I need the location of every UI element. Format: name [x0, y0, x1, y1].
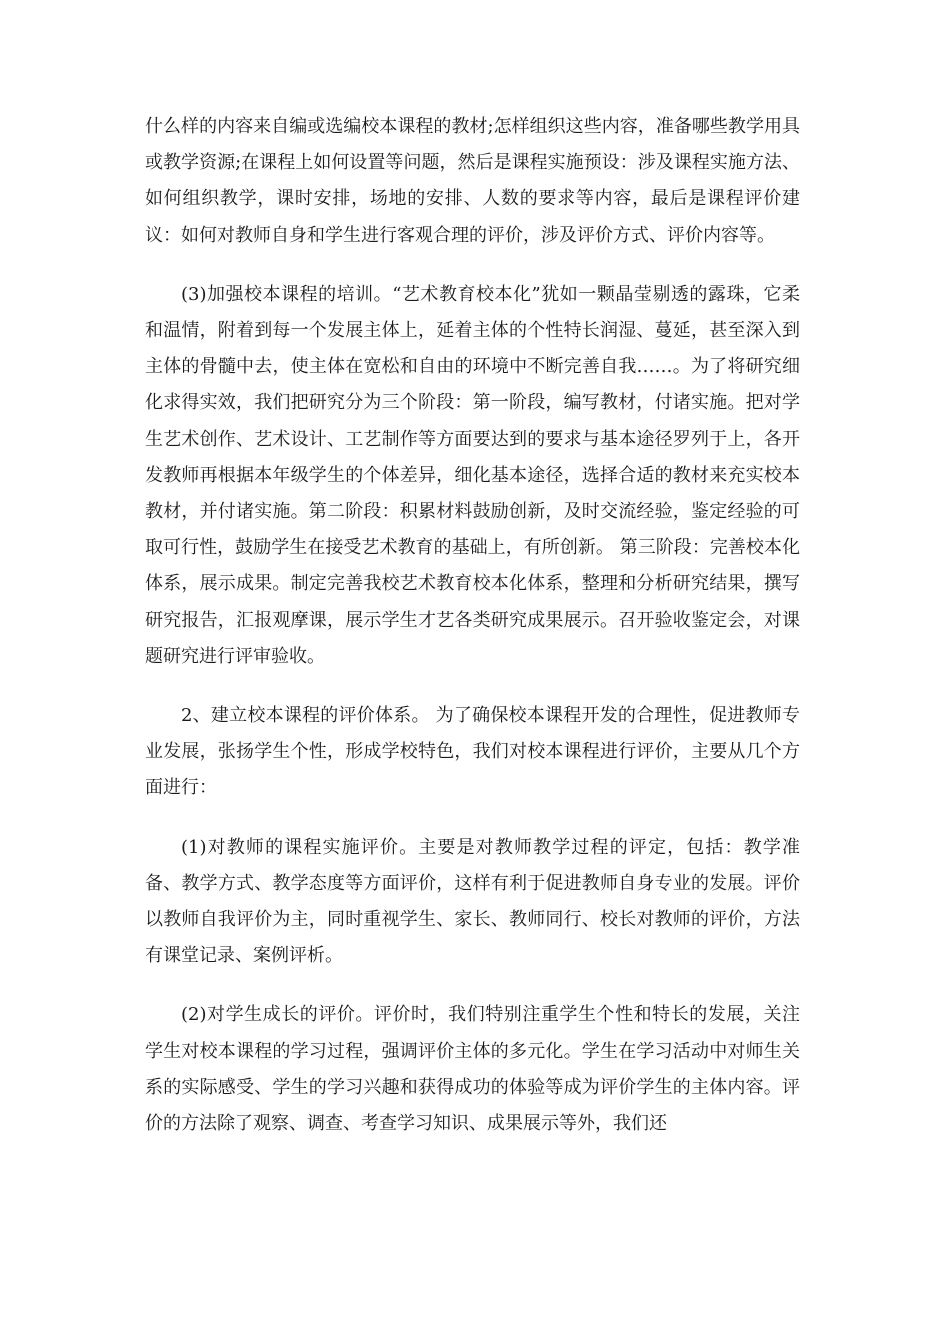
paragraph-evaluation-system: 2、建立校本课程的评价体系。 为了确保校本课程开发的合理性，促进教师专业发展，张扬学生个性，形成学校特色，我们对校本课程进行评价，主要从几个方面进行：: [145, 705, 800, 799]
paragraph-teacher-evaluation: (1)对教师的课程实施评价。主要是对教师教学过程的评定，包括：教学准备、教学方式、教学态度等方面评价，这样有利于促进教师自身专业的发展。评价以教师自我评价为主，同时重视学生、家长、教师同行、校长对教师的评价，方法有课堂记录、案例评析。: [145, 836, 800, 967]
paragraph-student-evaluation: (2)对学生成长的评价。评价时，我们特别注重学生个性和特长的发展，关注学生对校本课程的学习过程，强调评价主体的多元化。学生在学习活动中对师生关系的实际感受、学生的学习兴趣和获得成功的体验等成为评价学生的主体内容。评价的方法除了观察、调查、考查学习知识、成果展示等外，我们还: [145, 1004, 800, 1135]
document-body: [145, 109, 800, 1142]
paragraph-training: (3)加强校本课程的培训。“艺术教育校本化”犹如一颗晶莹剔透的露珠，它柔和温情，附着到每一个发展主体上，延着主体的个性特长润湿、蔓延，甚至深入到主体的骨髓中去，使主体在宽松和自由的环境中不断完善自我……。为了将研究细化求得实效，我们把研究分为三个阶段：第一阶段，编写教材，付诸实施。把对学生艺术创作、艺术设计、工艺制作等方面要达到的要求与基本途径罗列于上，各开发教师再根据本年级学生的个体差异，细化基本途径，选择合适的教材来充实校本教材，并付诸实施。第二阶段：积累材料鼓励创新，及时交流经验，鉴定经验的可取可行性，鼓励学生在接受艺术教育的基础上，有所创新。 第三阶段：完善校本化体系，展示成果。制定完善我校艺术教育校本化体系，整理和分析研究结果，撰写研究报告，汇报观摩课，展示学生才艺各类研究成果展示。召开验收鉴定会，对课题研究进行评审验收。: [145, 283, 800, 667]
paragraph-course-design: 什么样的内容来自编或选编校本课程的教材;怎样组织这些内容，准备哪些教学用具或教学资源;在课程上如何设置等问题，然后是课程实施预设：涉及课程实施方法、如何组织教学，课时安排，场地的安排、人数的要求等内容，最后是课程评价建议：如何对教师自身和学生进行客观合理的评价，涉及评价方式、评价内容等。: [145, 116, 800, 246]
